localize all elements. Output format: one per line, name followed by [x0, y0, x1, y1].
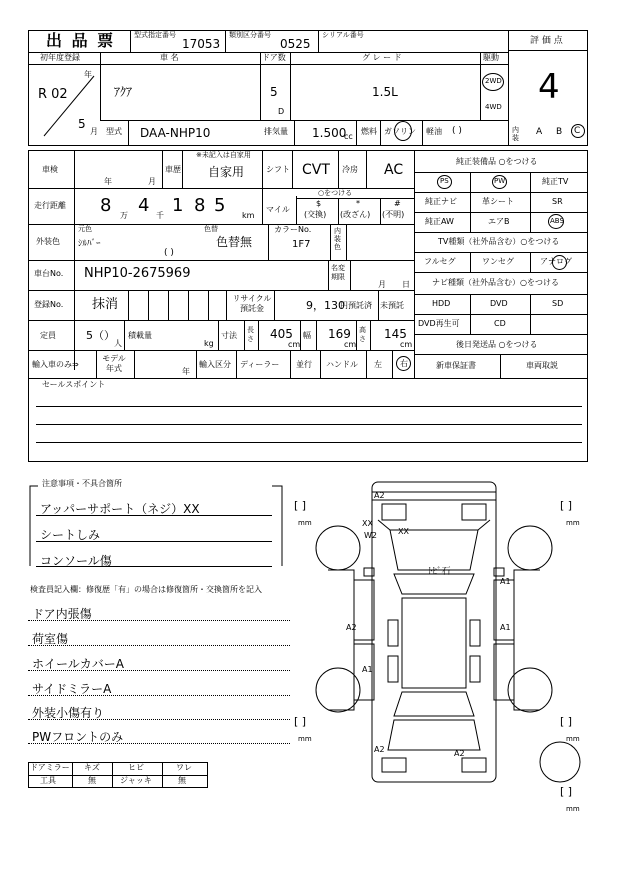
first-reg-month: 5	[78, 117, 86, 131]
grade-value: 1.5L	[372, 85, 398, 99]
shaken-month: 月	[148, 177, 156, 186]
sales-label: セールスポイント	[42, 380, 106, 389]
drive-4wd: 4WD	[485, 103, 502, 111]
cert-no: 17053	[182, 37, 221, 51]
parts-jack: ジャッキ	[120, 776, 152, 785]
interior-a: A	[536, 127, 543, 137]
mileage-sen: 千	[156, 211, 164, 220]
chassis-no: NHP10-2675969	[84, 266, 191, 281]
fuel-gasoline: ガソリン	[384, 127, 416, 136]
km-unit: km	[242, 211, 255, 220]
ext-color-label: 外装色	[36, 237, 60, 246]
parts-tools-val: 無	[88, 776, 96, 785]
capacity-label: 定員	[40, 331, 56, 340]
insp-item: ホイールカバーA	[32, 657, 124, 671]
exchange: (交換)	[304, 210, 327, 219]
mile-label: マイル	[266, 205, 290, 214]
dmg-a1-r2: A1	[500, 623, 511, 632]
hei-cm: cm	[400, 340, 413, 349]
interior-c: C	[574, 126, 581, 136]
dollar: $	[316, 199, 322, 208]
wid-cm: cm	[344, 340, 357, 349]
cool-value: AC	[384, 162, 404, 178]
cert-label: 型式指定番号	[134, 31, 176, 39]
wid-label: 幅	[303, 331, 311, 340]
equip-navi: 純正ナビ	[425, 197, 457, 206]
dmg-a2-top: A2	[374, 491, 385, 500]
bracket-spare: [ ]	[560, 785, 573, 798]
model-label: 型式	[106, 127, 122, 136]
grade-label: グ レ ー ド	[362, 53, 402, 62]
navi-cd: CD	[494, 319, 506, 328]
height: 145	[384, 327, 407, 341]
equip-tv: 純正TV	[542, 177, 569, 186]
history-note: ※未記入は自家用	[196, 151, 251, 159]
reg-label: 登録No.	[34, 300, 64, 309]
note-item: コンソール傷	[40, 554, 112, 568]
nc-month: 月	[378, 280, 386, 289]
handle-label: ハンドル	[326, 360, 358, 369]
note-item: シートしみ	[40, 528, 101, 542]
parts-jack-val: 無	[178, 776, 186, 785]
bracket-bl: [ ]	[294, 715, 307, 728]
drive-label: 駆動	[483, 53, 499, 62]
grade-score-label: 評 価 点	[530, 36, 563, 46]
mm-tl: mm	[298, 519, 312, 527]
equip-airbag: エアB	[488, 217, 510, 226]
recycle-not: 未預託	[380, 301, 404, 310]
mm-bl: mm	[298, 735, 312, 743]
recycle-yen: 円預託済	[340, 301, 372, 310]
recycle-amount: 9，130	[306, 299, 345, 312]
shaken-year: 年	[104, 177, 112, 186]
paint-value: 色替無	[216, 235, 253, 249]
class-label: 類別区分番号	[229, 31, 271, 39]
drive-2wd: 2WD	[485, 77, 502, 85]
fuel-paren: ( )	[452, 126, 462, 136]
tv-fullseg: フルセグ	[424, 257, 456, 266]
chassis-label: 車台No.	[34, 269, 64, 278]
kg-unit: kg	[204, 339, 214, 348]
grade-score: 4	[538, 67, 560, 107]
shaken-label: 車検	[42, 165, 58, 174]
equip-ps: PS	[440, 177, 449, 185]
interior-b: B	[556, 127, 563, 137]
car-name-label: 車 名	[160, 53, 179, 62]
interior-label: 内装	[512, 126, 519, 142]
len-label: 長さ	[247, 326, 254, 343]
history-label: 車歴	[165, 165, 181, 174]
width: 169	[328, 327, 351, 341]
era-year: R 02	[38, 87, 68, 102]
dmg-a1-l: A1	[362, 665, 373, 674]
door-sub: D	[278, 107, 285, 116]
mileage-d5: 5	[214, 195, 226, 216]
model-code: DAA-NHP10	[140, 126, 211, 140]
navi-type-title: ナビ種類（社外品含む）○をつける	[432, 278, 559, 287]
bracket-br: [ ]	[560, 715, 573, 728]
mileage-d2: 4	[138, 195, 150, 216]
dmg-a2-b1: A2	[374, 745, 385, 754]
serial-label: シリアル番号	[322, 31, 364, 39]
shift-label: シフト	[266, 165, 290, 174]
later-title: 後日発送品 ○をつける	[456, 340, 538, 349]
bracket-tr: [ ]	[560, 499, 573, 512]
insp-item: ドア内張傷	[32, 607, 92, 621]
len-cm: cm	[288, 340, 301, 349]
cc-unit: cc	[344, 132, 353, 141]
navi-dvd-play: DVD再生可	[418, 319, 460, 328]
car-name: ｱｸｱ	[114, 85, 133, 99]
first-reg-label: 初年度登録	[40, 53, 80, 62]
parts-scratch: キズ	[84, 763, 100, 772]
dmg-a2-l: A2	[346, 623, 357, 632]
mileage-d4: 8	[194, 195, 206, 216]
dmg-xx2: XX	[398, 527, 409, 536]
later-manual: 車両取説	[526, 361, 558, 370]
circle-note: ○をつける	[318, 189, 353, 197]
dmg-a2-b2: A2	[454, 749, 465, 758]
mileage-d3: 1	[172, 195, 184, 216]
dmg-a1-r1: A1	[500, 577, 511, 586]
insp-item: 外装小傷有り	[32, 706, 105, 720]
dmg-chip: ﾄﾋﾞ石	[428, 567, 451, 577]
import-year: 年	[182, 367, 190, 376]
equip-pw: PW	[494, 177, 506, 185]
load-label: 積載量	[128, 331, 152, 340]
dim-label: 寸法	[221, 331, 237, 340]
paint-paren: ( )	[164, 248, 174, 258]
fuel-label: 燃料	[361, 127, 377, 136]
history-value: 自家用	[208, 165, 245, 179]
month-unit: 月	[90, 127, 98, 136]
recycle-label: リサイクル預託金	[232, 294, 272, 313]
navi-dvd: DVD	[490, 299, 508, 308]
inspector-title: 検査員記入欄：修復歴「有」の場合は修復箇所・交換箇所を記入	[30, 585, 262, 594]
hash: #	[394, 199, 401, 208]
model-year-label: モデル年式	[102, 354, 126, 373]
bracket-tl: [ ]	[294, 499, 307, 512]
length: 405	[270, 327, 293, 341]
parts-crack: ヒビ	[128, 763, 144, 772]
disp-label: 排気量	[264, 127, 288, 136]
car-diagram	[290, 470, 590, 810]
note-item: アッパーサポート（ネジ）XX	[40, 502, 200, 516]
mileage-man: 万	[120, 211, 128, 220]
diesel-label: 軽油	[426, 127, 442, 136]
parts-break: ワレ	[176, 763, 192, 772]
mileage-d1: 8	[100, 195, 112, 216]
paint-label: 色替	[204, 225, 218, 233]
class-no: 0525	[280, 37, 311, 51]
doors-label: ドア数	[262, 53, 286, 62]
tv-oneseg: ワンセグ	[482, 257, 514, 266]
equip-title: 純正装備品 ○をつける	[456, 157, 538, 166]
tv-analog: アナログ	[540, 257, 572, 266]
equip-aw: 純正AW	[425, 217, 454, 226]
name-change-label: 名変期限	[331, 264, 345, 281]
shift-value: CVT	[302, 162, 330, 178]
import-label: 輸入車のみ⇒	[32, 360, 79, 369]
color-no-label: カラーNo.	[274, 225, 312, 234]
hei-label: 高さ	[359, 326, 366, 343]
navi-hdd: HDD	[432, 299, 451, 308]
insp-item: 荷室傷	[32, 632, 69, 646]
parts-tools: 工具	[40, 776, 56, 785]
orig-color-label: 元色	[78, 225, 92, 233]
cool-label: 冷房	[342, 165, 358, 174]
star: *	[356, 199, 360, 208]
mileage-label: 走行距離	[34, 201, 66, 210]
nc-day: 日	[402, 280, 410, 289]
mm-tr: mm	[566, 519, 580, 527]
fumei: (不明)	[382, 210, 405, 219]
later-warranty: 新車保証書	[436, 361, 476, 370]
dealer: ディーラー	[240, 360, 280, 369]
notes-title: 注意事項・不具合箇所	[42, 479, 122, 488]
handle-right: 右	[400, 359, 408, 368]
parts-mirror: ドアミラー	[30, 763, 70, 772]
year-unit: 年	[84, 70, 92, 79]
insp-item: サイドミラーA	[32, 682, 112, 696]
kaizan: (改ざん)	[340, 210, 371, 219]
mm-br: mm	[566, 735, 580, 743]
orig-color: ｼﾙﾊﾞｰ	[78, 239, 101, 249]
equip-abs: ABS	[550, 217, 564, 225]
equip-sr: SR	[552, 197, 563, 206]
capacity: 5（）	[86, 329, 115, 342]
dmg-w2: W2	[364, 531, 377, 540]
import-kubun: 輸入区分	[199, 360, 231, 369]
parallel: 並行	[296, 360, 312, 369]
displacement: 1.500	[312, 126, 347, 140]
handle-left: 左	[374, 360, 382, 369]
form-title: 出 品 票	[46, 31, 116, 50]
equip-leather: 革シート	[482, 197, 514, 206]
tv-type-title: TV種類（社外品含む）○をつける	[438, 237, 560, 246]
reg-value: 抹消	[92, 297, 119, 312]
door-count: 5	[270, 85, 278, 99]
navi-sd: SD	[552, 299, 564, 308]
dmg-xx1: XX	[362, 519, 373, 528]
persons-unit: 人	[114, 339, 122, 348]
mm-spare: mm	[566, 805, 580, 813]
color-no: 1F7	[292, 239, 311, 250]
insp-item: PWフロントのみ	[32, 730, 124, 744]
int-color-label: 内装色	[334, 227, 341, 251]
